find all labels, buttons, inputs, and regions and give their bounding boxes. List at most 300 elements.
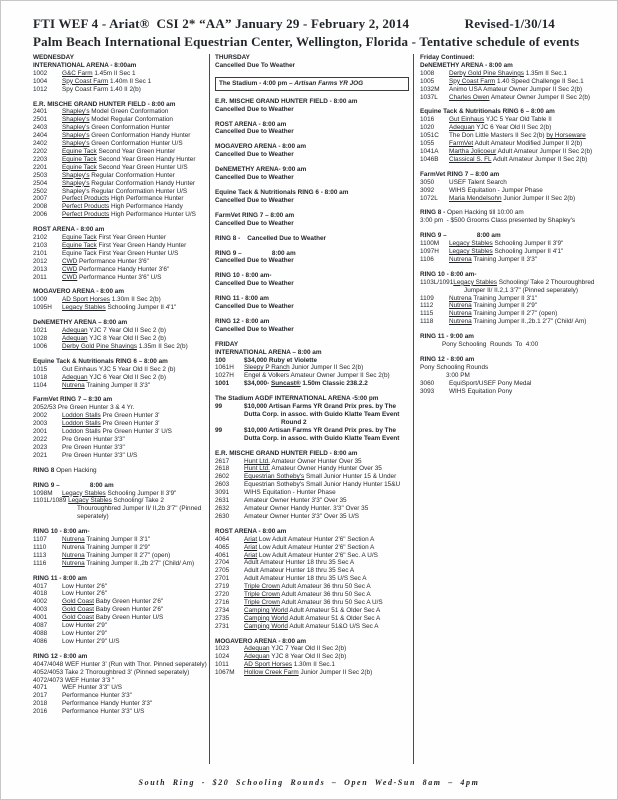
schedule-item <box>33 195 209 203</box>
class-description <box>244 513 409 521</box>
text-part: Cancelled Due to Weather <box>215 325 294 333</box>
class-number: 2403 <box>33 124 48 132</box>
schedule-item <box>33 560 209 568</box>
section-title <box>215 272 409 280</box>
section-title <box>215 528 409 536</box>
text-part: Training Jumper II 3'1" <box>84 536 151 544</box>
text-part: Amateur Owner Hunter 3'3" Over 35 U/S <box>244 512 360 520</box>
class-description <box>62 622 209 630</box>
class-number: 1024 <box>215 653 230 661</box>
section-title <box>215 98 409 106</box>
schedule-item <box>215 403 409 419</box>
class-number: 1009 <box>33 296 48 304</box>
text-part: Cancelled Due to Weather <box>215 196 294 204</box>
class-description <box>449 380 603 388</box>
schedule-item <box>215 497 409 505</box>
section-title-text: RING 9 – 8:00 am <box>420 232 501 240</box>
text-part: Green Conformation Hunter <box>89 124 171 132</box>
class-number: 1055 <box>420 140 435 148</box>
schedule-item <box>33 692 209 700</box>
class-description <box>62 343 209 351</box>
class-description <box>62 234 209 242</box>
schedule-line <box>420 217 603 225</box>
section-title <box>420 108 603 116</box>
class-description <box>449 179 603 187</box>
text-part: by Horseware <box>546 132 586 140</box>
schedule-item <box>33 614 209 622</box>
class-number: 2018 <box>33 700 48 708</box>
section-title-text: FRIDAY <box>215 340 239 348</box>
text-part: YJC 6 Year Old II Sec 2(b) <box>474 124 552 132</box>
schedule-item <box>420 295 603 303</box>
section-title <box>420 62 603 70</box>
section-title-text: DeNEMETHY ARENA - 8:00 am <box>420 61 513 69</box>
class-description <box>62 700 209 708</box>
class-description <box>62 436 209 444</box>
text-part: Triple Crown <box>244 583 280 591</box>
text-part: Gold Coast <box>62 614 94 622</box>
text-part: USEF Talent Search <box>449 178 507 186</box>
class-description <box>62 452 209 460</box>
class-description <box>449 140 603 148</box>
text-part: 1.40 Speed Challenge II Sec.1 <box>495 77 584 85</box>
text-part: Ariat <box>244 551 258 559</box>
schedule-item <box>33 86 209 94</box>
section-title <box>215 189 409 197</box>
schedule-section <box>215 272 409 288</box>
class-description <box>244 661 409 669</box>
text-part: Equine Tack First Year Green Hunter U/S <box>62 249 179 257</box>
text-part: Adequan <box>62 327 88 335</box>
schedule-item <box>215 653 409 661</box>
schedule-item <box>33 622 209 630</box>
class-number: 2007 <box>33 195 48 203</box>
schedule-item <box>215 661 409 669</box>
class-number: 2102 <box>33 234 48 242</box>
section-title-text: ROST ARENA - 8:00 am <box>33 226 105 234</box>
section-title-text: FarmVet RING 7 – 8:00 am <box>215 211 295 219</box>
text-part: Training Jumper II 2'9" <box>471 302 538 310</box>
schedule-line <box>215 326 409 334</box>
class-number: 1001 <box>215 380 230 388</box>
schedule-item <box>420 318 603 326</box>
section-title <box>33 482 209 490</box>
schedule-item <box>215 615 409 623</box>
section-title-text: INTERNATIONAL ARENA – 8:00 am <box>215 348 322 356</box>
text-part: Adult Amateur 51 & Older Sec A <box>287 606 381 614</box>
class-description <box>62 598 209 606</box>
class-number: 2016 <box>33 708 48 716</box>
event-title: FTI WEF 4 - Ariat® CSI 2* “AA” January 29 - February 2, 2014 <box>33 16 410 31</box>
section-title <box>33 62 209 70</box>
text-part: Performance Hunter 3'3" U/S <box>62 708 145 716</box>
schedule-section <box>215 98 409 114</box>
day-header <box>33 54 209 62</box>
text-part: Spy Coast Farm <box>449 77 496 85</box>
section-title <box>215 250 409 258</box>
class-number: 100 <box>215 356 226 364</box>
section-title <box>420 209 603 217</box>
schedule-item <box>215 513 409 521</box>
class-number: 1046B <box>420 155 439 163</box>
text-part: Cancelled Due to Weather <box>215 151 294 159</box>
class-number: 2734 <box>215 606 230 614</box>
text-part: Shapley's <box>62 108 90 116</box>
schedule-item <box>420 179 603 187</box>
schedule-section <box>420 232 603 264</box>
schedule-columns <box>33 54 603 764</box>
class-description <box>62 172 209 180</box>
section-title <box>33 54 209 62</box>
schedule-section <box>33 101 209 220</box>
text-part: YJC 6 Year Old II Sec 2 (b) <box>87 373 166 381</box>
text-part: Training Jumper II.,2b 2'7" (Child/ Am) <box>84 559 195 567</box>
class-number: 2101 <box>33 249 48 257</box>
section-title <box>420 232 603 240</box>
class-description <box>62 374 209 382</box>
schedule-item <box>420 156 603 164</box>
class-description <box>449 148 603 156</box>
text-part: EquiSport/USEF Pony Medal <box>449 379 532 387</box>
class-number: 1113 <box>33 551 47 559</box>
text-part: Baby Green Hunter U/S <box>93 614 164 622</box>
class-description <box>449 318 603 326</box>
class-number: 2502 <box>33 187 48 195</box>
schedule-line <box>33 669 209 677</box>
class-number: 2006 <box>33 211 48 219</box>
section-title-text: FarmVet RING 7 – 8:30 am <box>33 396 113 404</box>
schedule-item <box>33 274 209 282</box>
section-title <box>33 467 209 475</box>
text-part: Equine Tack <box>62 155 97 163</box>
schedule-section <box>420 356 603 396</box>
class-number: 2705 <box>215 567 230 575</box>
class-number: 2022 <box>33 435 48 443</box>
text-part: Low Adult Amateur Hunter 2'6" Section A <box>257 535 375 543</box>
class-description <box>62 86 209 94</box>
section-title-text: Friday Continued: <box>420 54 475 61</box>
class-description <box>62 140 209 148</box>
class-description <box>244 465 409 473</box>
text-part: Shapley's Regular Conformation Hunter U/S <box>62 187 188 195</box>
class-description <box>244 623 409 631</box>
section-title-text: RING 8 - Cancelled Due to Weather <box>215 234 327 242</box>
class-number: 2602 <box>215 473 230 481</box>
class-description <box>449 310 603 318</box>
section-title-text: DeNEMETHY ARENA- 9:00 am <box>215 166 307 174</box>
class-number: 3050 <box>420 178 435 186</box>
class-description <box>62 382 209 390</box>
schedule-section <box>33 358 209 390</box>
class-number: 4018 <box>33 590 48 598</box>
class-description <box>62 195 209 203</box>
schedule-item <box>215 591 409 599</box>
text-part: Ariat <box>244 543 258 551</box>
text-part: Adequan <box>449 124 475 132</box>
text-part: Cancelled Due To Weather <box>215 61 296 69</box>
text-part: Adult Amateur Jumper II Sec 2(b) <box>491 155 588 163</box>
text-part: Spy Coast Farm 1.40 II 2(b) <box>62 85 141 93</box>
section-title <box>215 54 409 62</box>
schedule-item <box>215 669 409 677</box>
schedule-item <box>33 638 209 646</box>
text-part: Second Year Green Hunter <box>96 147 176 155</box>
class-number: 1072L <box>420 194 438 202</box>
class-description <box>62 116 209 124</box>
text-part: CWD <box>62 257 78 265</box>
schedule-section <box>215 638 409 678</box>
text-part: Shapley's <box>62 140 90 148</box>
text-part: Pre Green Hunter 3' <box>100 420 160 428</box>
schedule-item <box>33 606 209 614</box>
schedule-line <box>215 128 409 136</box>
text-part: Hunt Ltd. <box>244 457 270 465</box>
section-title <box>420 333 603 341</box>
class-number: 1109 <box>420 294 434 302</box>
schedule-item <box>33 374 209 382</box>
schedule-section <box>215 349 409 389</box>
section-title-text: MOGAVERO ARENA - 8:00 am <box>215 637 307 645</box>
class-description <box>62 124 209 132</box>
class-number: 1112 <box>420 302 434 310</box>
schedule-item <box>33 536 209 544</box>
text-part: Low Hunter 2'9" <box>62 630 108 637</box>
class-number: 2203 <box>33 155 48 163</box>
text-part: Cancelled Due to Weather <box>215 257 294 265</box>
text-part: The Don Little Masters II Sec 2(b) <box>449 132 547 140</box>
text-part: Model Regular Conformation <box>89 116 173 124</box>
text-part: 1.35m II Sec.1 <box>523 69 567 77</box>
text-part: Low Adult Amateur Hunter 2'6" Sec. A U/S <box>257 551 378 559</box>
class-description <box>62 428 209 436</box>
schedule-item <box>33 436 209 444</box>
text-part: Adult Amateur Jumper II Sec 2(b) <box>496 147 593 155</box>
text-part: First Year Green Hunter <box>96 234 166 242</box>
schedule-item <box>215 645 409 653</box>
text-part: $10,000 Artisan Farms YR Grand Prix pres. by The Dutta Corp. in assoc. with Guido Klatte Team Event <box>244 403 400 418</box>
text-part: Cancelled Due to Weather <box>215 280 294 288</box>
schedule-section <box>33 575 209 646</box>
class-description <box>244 489 409 497</box>
text-part: First Year Green Handy Hunter <box>96 241 187 249</box>
class-number: 4001 <box>33 614 48 622</box>
venue-subtitle: Palm Beach International Equestrian Center, Wellington, Florida - Tentative schedule of events <box>33 34 580 49</box>
class-number: 1051C <box>420 132 439 140</box>
class-number: 1104 <box>33 381 47 389</box>
class-description <box>62 552 209 560</box>
section-title-text: E.R. MISCHE GRAND HUNTER FIELD - 8:00 am <box>215 97 358 105</box>
schedule-section <box>215 121 409 137</box>
text-part: Shapley's <box>62 132 90 140</box>
text-part: Triple Crown <box>244 591 280 599</box>
section-title <box>420 271 603 279</box>
text-part: Cancelled Due to Weather <box>215 105 294 113</box>
schedule-section <box>215 212 409 228</box>
text-part: Low Hunter 2'9" U/S <box>62 637 120 645</box>
text-part: Ariat <box>244 535 258 543</box>
section-title <box>215 121 409 129</box>
section-title-text: RING 11 - 9:00 am <box>420 333 474 341</box>
text-part: Equine Tack <box>62 147 97 155</box>
schedule-item <box>33 343 209 351</box>
column-1 <box>33 54 209 764</box>
section-title-text: RING 12 - 8:00 am <box>420 356 475 363</box>
text-part: 1.45m II Sec 1 <box>92 69 136 77</box>
text-part: Nutrena <box>449 294 472 302</box>
text-part: Nutrena <box>62 536 85 544</box>
text-part: Schooling Jumper II 4'1" <box>105 304 177 312</box>
schedule-section <box>420 209 603 225</box>
class-number: 2404 <box>33 132 48 140</box>
schedule-item <box>33 335 209 343</box>
class-number: 1028 <box>33 335 48 342</box>
class-number: 1012 <box>33 85 48 93</box>
document-header <box>33 16 603 50</box>
class-description <box>62 180 209 188</box>
schedule-section <box>215 235 409 243</box>
text-part: Nutrena <box>62 381 85 389</box>
class-description <box>62 156 209 164</box>
class-description <box>62 606 209 614</box>
class-description <box>62 70 209 78</box>
schedule-section <box>33 396 209 459</box>
schedule-item <box>420 195 603 203</box>
text-part: Shapley's <box>62 179 90 187</box>
class-number: 2617 <box>215 457 230 465</box>
schedule-item <box>33 234 209 242</box>
text-part: 3:00 PM <box>446 371 470 379</box>
text-part: YJC 8 Year Old II Sec 2(b) <box>269 653 347 661</box>
class-description <box>62 490 209 498</box>
class-number: 1095H <box>33 304 52 312</box>
schedule-line <box>215 280 409 288</box>
schedule-item <box>420 70 603 78</box>
section-title-text: THURSDAY <box>215 54 250 61</box>
schedule-item <box>420 388 603 396</box>
text-part: Adequan <box>244 653 270 661</box>
class-number: 3091 <box>215 489 230 497</box>
class-number: 4002 <box>33 598 48 606</box>
class-number: 2202 <box>33 147 48 155</box>
class-description <box>244 669 409 677</box>
schedule-item <box>33 296 209 304</box>
class-description <box>449 302 603 310</box>
section-title-text: E.R. MISCHE GRAND HUNTER FIELD - 8:00 am <box>33 100 176 108</box>
revision-note: Revised-1/30/14 <box>464 16 555 31</box>
class-description <box>244 567 409 575</box>
class-number: 1067M <box>215 669 235 677</box>
text-part: Performance Hunter 3'6" U/S <box>77 273 162 281</box>
class-number: 4087 <box>33 622 48 630</box>
text-part: Perfect Products <box>62 211 110 219</box>
class-number: 2731 <box>215 622 230 630</box>
text-part: Second Year Green Handy Hunter <box>96 155 196 163</box>
class-description <box>449 70 603 78</box>
text-part: Legacy Stables <box>62 304 106 312</box>
section-title <box>215 450 409 458</box>
class-description <box>244 583 409 591</box>
schedule-item <box>215 481 409 489</box>
schedule-item <box>33 700 209 708</box>
class-description <box>449 124 603 132</box>
schedule-section <box>33 528 209 568</box>
class-number: 1097H <box>420 248 439 256</box>
text-part: 2052/53 Pre Green Hunter 3 & 4 Yr. <box>33 404 135 412</box>
text-part: Gold Coast <box>62 598 94 606</box>
section-title <box>33 101 209 109</box>
class-number: 2716 <box>215 598 230 606</box>
text-part: Adult Amateur Modified Jumper II 2(b) <box>473 140 583 148</box>
text-part: Performance Handy Hunter 3'6" <box>77 265 170 273</box>
text-part: WEF Hunter 3'3" U/S <box>62 684 122 692</box>
text-part: YJC 7 Year Old II Sec 2 (b) <box>87 327 166 335</box>
schedule-item <box>420 86 603 94</box>
section-title-text: The Stadium AGDF INTERNATIONAL ARENA -5:00 pm <box>215 395 379 403</box>
text-part: Perfect Products <box>62 203 110 211</box>
text-part: Adult Amateur 36 thru 50 Sec A <box>280 583 371 591</box>
schedule-line <box>215 174 409 182</box>
class-number: 4064 <box>215 535 230 543</box>
text-part: G&C Farm <box>62 69 93 77</box>
text-part: Pony Schooling Rounds To 4:00 <box>442 341 539 349</box>
text-part: Legacy Stables <box>453 278 497 286</box>
schedule-item <box>33 598 209 606</box>
schedule-item <box>33 164 209 172</box>
class-number: 1004 <box>33 77 48 85</box>
class-number: 1016 <box>420 116 435 124</box>
section-title-text: ROST ARENA - 8:00 am <box>215 120 287 128</box>
class-description <box>62 148 209 156</box>
class-description <box>62 708 209 716</box>
class-number: 1100M <box>420 240 440 248</box>
schedule-item <box>33 156 209 164</box>
section-title-text: RING 10 - 8:00 am- <box>420 270 477 278</box>
class-description <box>62 444 209 452</box>
class-description <box>62 188 209 196</box>
schedule-line <box>420 372 603 380</box>
schedule-item <box>33 188 209 196</box>
class-description <box>244 497 409 505</box>
section-title-extra: Open Hacking till 10:00 am <box>445 209 524 217</box>
class-number: 1106 <box>420 255 434 263</box>
schedule-line <box>33 497 209 521</box>
section-title-text: MOGAVERO ARENA - 8:00 am <box>215 143 307 151</box>
text-part: Amateur Owner Hunter Over 35 <box>269 457 362 465</box>
section-title-text: RING 12 - 8:00 am <box>33 652 88 660</box>
class-description <box>62 630 209 638</box>
text-part: Adequan <box>62 373 88 381</box>
schedule-item <box>33 132 209 140</box>
text-part: Camping World <box>244 622 288 630</box>
schedule-section <box>215 143 409 159</box>
schedule-item <box>215 599 409 607</box>
schedule-item <box>33 250 209 258</box>
text-part: Gut Einhaus YJC 5 Year Old II Sec 2 (b) <box>62 365 176 373</box>
schedule-item <box>33 70 209 78</box>
schedule-item <box>33 382 209 390</box>
section-title <box>215 295 409 303</box>
text-part: Adult Amateur 51 & Older Sec A <box>287 614 381 622</box>
schedule-item <box>33 304 209 312</box>
class-number: 1032M <box>420 85 440 93</box>
schedule-item <box>33 242 209 250</box>
schedule-item <box>420 187 603 195</box>
class-description <box>449 195 603 203</box>
class-number: 4071 <box>33 684 48 692</box>
schedule-item <box>33 78 209 86</box>
section-title <box>215 235 409 243</box>
schedule-item <box>33 583 209 591</box>
